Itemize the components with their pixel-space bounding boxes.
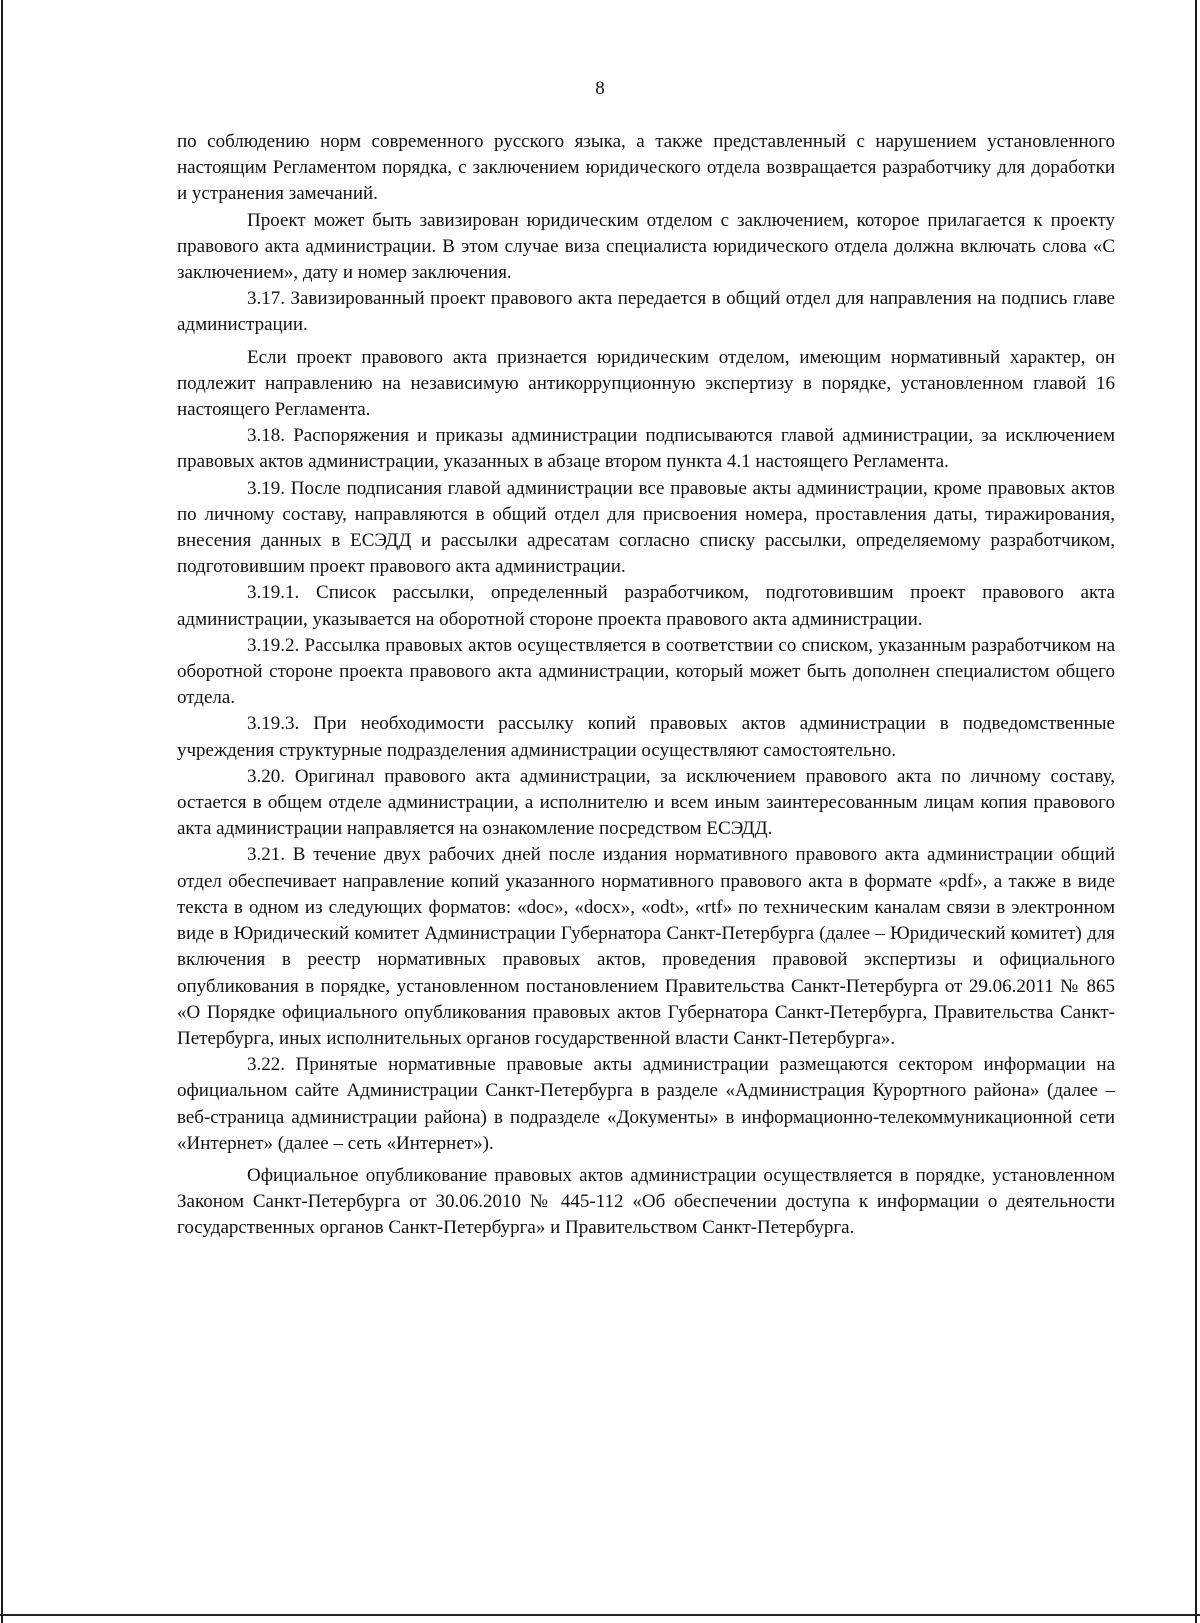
paragraph-3-20: 3.20. Оригинал правового акта администрации, за исключением правового акта по личному составу, остается в общем отделе администрации, а исполнителю и всем иным заинтересованным лицам копия правового акта администрации направляется на ознакомление посредством ЕСЭДД. xyxy=(177,765,1115,840)
paragraph-3-22: 3.22. Принятые нормативные правовые акты администрации размещаются сектором информации на официальном сайте Администрации Санкт-Петербурга в разделе «Администрация Курортного района» (далее – веб-страница администрации района) в подразделе «Документы» в информационно-телекоммуникационной сети «Интернет» (далее – сеть «Интернет»). xyxy=(177,1054,1115,1154)
paragraph-3-19-1: 3.19.1. Список рассылки, определенный разработчиком, подготовившим проект правового акта администрации, указывается на оборотной стороне проекта правового акта администрации. xyxy=(177,582,1115,630)
paragraph-continuation: по соблюдению норм современного русского языка, а также представленный с нарушением установленного настоящим Регламентом порядка, с заключением юридического отдела возвращается разработчику для доработки и устранения замечаний. xyxy=(177,131,1115,205)
page-number: 8 xyxy=(595,78,605,99)
paragraph-anticorruption-expertise: Если проект правового акта признается юридическим отделом, имеющим нормативный характер, он подлежит направлению на независимую антикоррупционную экспертизу в порядке, установленном главой 16 настоящего Регламента. xyxy=(177,346,1115,421)
scan-edge-left xyxy=(1,0,3,1623)
scan-edge-right xyxy=(1195,0,1197,1623)
scan-edge-bottom xyxy=(0,1614,1200,1616)
paragraph-visa-conclusion: Проект может быть завизирован юридическим отделом с заключением, которое прилагается к проекту правового акта администрации. В этом случае виза специалиста юридического отдела должна включать слова «С заключением», дату и номер заключения. xyxy=(177,209,1115,284)
paragraph-3-19-2: 3.19.2. Рассылка правовых актов осуществляется в соответствии со списком, указанным разработчиком на оборотной стороне проекта правового акта администрации, который может быть дополнен специалистом общего отдела. xyxy=(177,634,1115,709)
paragraph-3-17: 3.17. Завизированный проект правового акта передается в общий отдел для направления на подпись главе администрации. xyxy=(177,288,1115,336)
paragraph-3-19: 3.19. После подписания главой администрации все правовые акты администрации, кроме правовых актов по личному составу, направляются в общий отдел для присвоения номера, проставления даты, тиражирования, внесения данных в ЕСЭДД и рассылки адресатам согласно списку рассылки, определяемому разработчиком, подготовившим проект правового акта администрации. xyxy=(177,477,1115,578)
paragraph-3-21: 3.21. В течение двух рабочих дней после издания нормативного правового акта администрации общий отдел обеспечивает направление копий указанного нормативного правового акта в формате «pdf», а также в виде текста в одном из следующих форматов: «doc», «docx», «odt», «rtf» по техническим каналам связи в электронном виде в Юридический комитет Администрации Губернатора Санкт-Петербурга (далее – Юридический комитет) для включения в реестр нормативных правовых актов, проведения правовой экспертизы и официального опубликования в порядке, установленном постановлением Правительства Санкт-Петербурга от 29.06.2011 № 865 «О Порядке официального опубликования правовых актов Губернатора Санкт-Петербурга, Правительства Санкт-Петербурга, иных исполнительных органов государственной власти Санкт-Петербурга». xyxy=(177,844,1115,1049)
document-body xyxy=(177,129,1115,1242)
paragraph-3-19-3: 3.19.3. При необходимости рассылку копий правовых актов администрации в подведомственные учреждения структурные подразделения администрации осуществляют самостоятельно. xyxy=(177,713,1115,761)
paragraph-3-18: 3.18. Распоряжения и приказы администрации подписываются главой администрации, за исключением правовых актов администрации, указанных в абзаце втором пункта 4.1 настоящего Регламента. xyxy=(177,425,1115,473)
paragraph-official-publication: Официальное опубликование правовых актов администрации осуществляется в порядке, установленном Законом Санкт-Петербурга от 30.06.2010 № 445-112 «Об обеспечении доступа к информации о деятельности государственных органов Санкт-Петербурга» и Правительством Санкт-Петербурга. xyxy=(177,1164,1115,1239)
